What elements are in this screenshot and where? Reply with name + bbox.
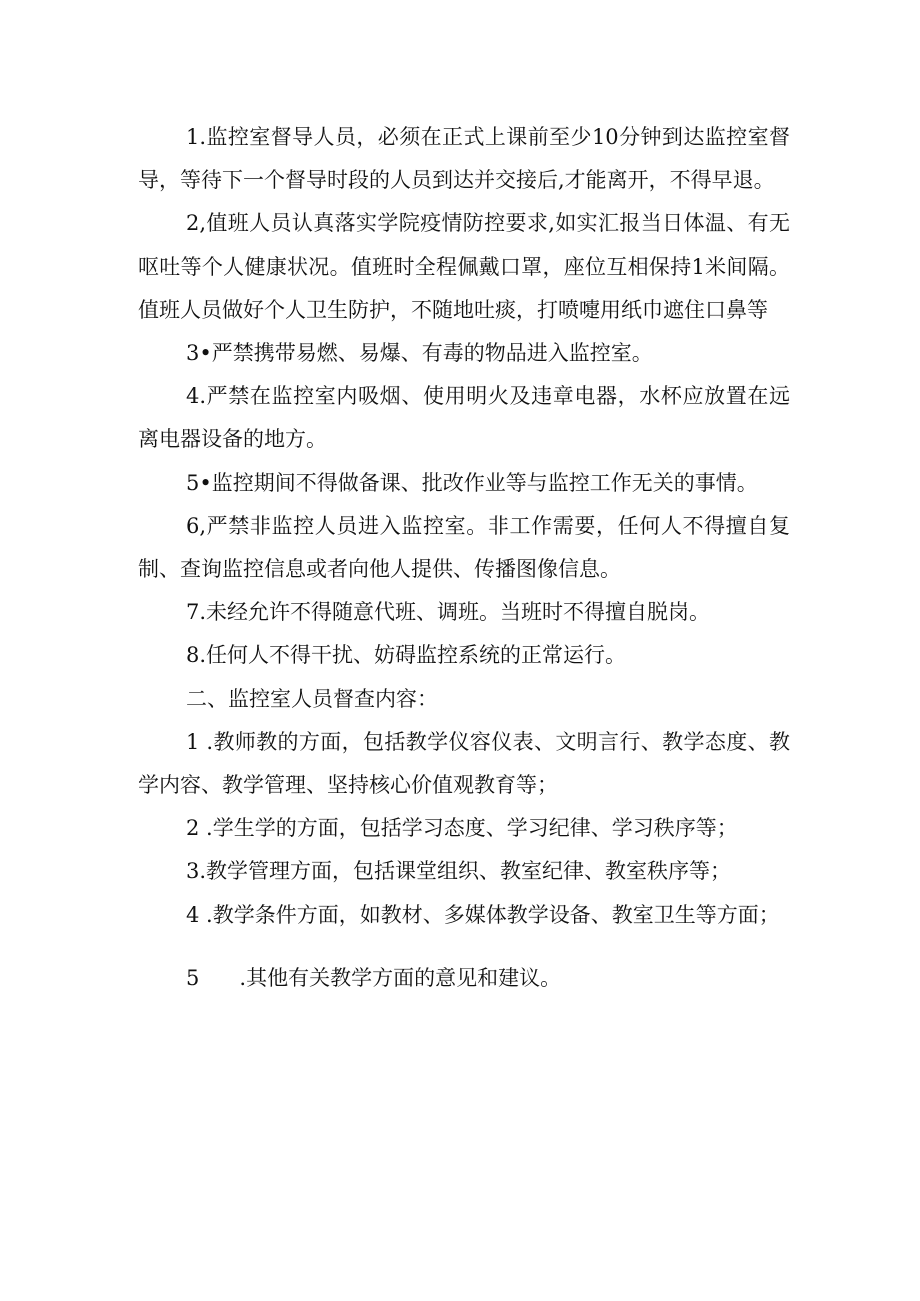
content-item-4: 4 .教学条件方面，如教材、多媒体教学设备、教室卫生等方面； [186, 902, 780, 927]
rule-paragraph-1: 1.监控室督导人员，必须在正式上课前至少10分钟到达监控室督导，等待下一个督导时段的人员到达并交接后,才能离开，不得早退。 [138, 125, 790, 193]
content-item-3: 3.教学管理方面，包括课堂组织、教室纪律、教室秩序等； [186, 859, 732, 884]
content-item-5: 5 .其他有关教学方面的意见和建议。 [186, 965, 562, 990]
document-page [138, 116, 790, 1000]
content-item-1: 1 .教师教的方面，包括教学仪容仪表、文明言行、教学态度、教学内容、教学管理、坚持核心价值观教育等； [138, 729, 790, 798]
rule-paragraph-2: 2,值班人员认真落实学院疫情防控要求,如实汇报当日体温、有无呕吐等个人健康状况。值班时全程佩戴口罩，座位互相保持1米间隔。值班人员做好个人卫生防护，不随地吐痰，打喷嚏用纸巾遮住口鼻等 [138, 211, 790, 322]
rule-paragraph-6: 6,严禁非监控人员进入监控室。非工作需要，任何人不得擅自复制、查询监控信息或者向他人提供、传播图像信息。 [138, 513, 790, 582]
rule-paragraph-3: 3•严禁携带易燃、易爆、有毒的物品进入监控室。 [186, 341, 653, 366]
rule-paragraph-8: 8.任何人不得干扰、妨碍监控系统的正常运行。 [186, 643, 627, 668]
content-item-2: 2 .学生学的方面，包括学习态度、学习纪律、学习秩序等； [186, 816, 738, 841]
rule-paragraph-5: 5•监控期间不得做备课、批改作业等与监控工作无关的事情。 [186, 470, 758, 495]
section-heading-2: 二、监控室人员督查内容： [186, 686, 438, 711]
rule-paragraph-4: 4.严禁在监控室内吸烟、使用明火及违章电器，水杯应放置在远离电器设备的地方。 [138, 384, 790, 452]
rule-paragraph-7: 7.未经允许不得随意代班、调班。当班时不得擅自脱岗。 [186, 600, 711, 625]
